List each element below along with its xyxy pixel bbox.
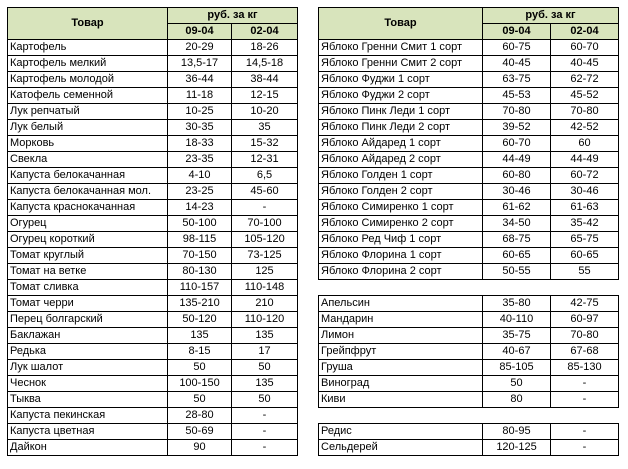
product-cell: Капуста краснокачанная (8, 200, 168, 216)
price-02-04-cell: 6,5 (232, 168, 298, 184)
price-02-04-cell: 30-46 (551, 184, 619, 200)
product-cell: Яблоко Флорина 2 сорт (319, 264, 483, 280)
product-cell: Яблоко Ред Чиф 1 сорт (319, 232, 483, 248)
price-09-04-cell: 10-25 (168, 104, 232, 120)
price-02-04-cell: 12-15 (232, 88, 298, 104)
price-02-04-cell: - (232, 424, 298, 440)
price-02-04-cell: 70-80 (551, 328, 619, 344)
table-row (8, 440, 298, 456)
table-row (8, 264, 298, 280)
price-09-04-cell: 45-53 (483, 88, 551, 104)
product-cell: Виноград (319, 376, 483, 392)
table-row (8, 120, 298, 136)
product-cell: Редис (319, 424, 483, 440)
table-row (319, 56, 619, 72)
product-cell: Свекла (8, 152, 168, 168)
price-02-04-cell: - (551, 440, 619, 456)
product-cell: Яблоко Гренни Смит 1 сорт (319, 40, 483, 56)
price-02-04-cell: - (551, 376, 619, 392)
table-row (319, 312, 619, 328)
table-row (8, 104, 298, 120)
price-09-04-cell: 50-55 (483, 264, 551, 280)
date1-column-header: 09-04 (483, 24, 551, 40)
table-row (8, 216, 298, 232)
product-cell: Капуста белокачанная мол. (8, 184, 168, 200)
price-02-04-cell: 61-63 (551, 200, 619, 216)
table-row (319, 392, 619, 408)
price-09-04-cell: 50-120 (168, 312, 232, 328)
product-cell: Тыква (8, 392, 168, 408)
product-cell: Яблоко Симиренко 1 сорт (319, 200, 483, 216)
price-02-04-cell: 210 (232, 296, 298, 312)
price-02-04-cell: 42-52 (551, 120, 619, 136)
price-09-04-cell: 135 (168, 328, 232, 344)
price-09-04-cell: 120-125 (483, 440, 551, 456)
price-09-04-cell: 35-75 (483, 328, 551, 344)
table-row (319, 216, 619, 232)
product-cell: Лук репчатый (8, 104, 168, 120)
product-cell: Картофель молодой (8, 72, 168, 88)
product-cell: Яблоко Голден 2 сорт (319, 184, 483, 200)
price-09-04-cell: 39-52 (483, 120, 551, 136)
product-cell: Яблоко Пинк Леди 2 сорт (319, 120, 483, 136)
price-09-04-cell: 60-70 (483, 136, 551, 152)
table-row (8, 248, 298, 264)
product-cell: Киви (319, 392, 483, 408)
date2-column-header: 02-04 (551, 24, 619, 40)
price-02-04-cell: 38-44 (232, 72, 298, 88)
price-09-04-cell: 98-115 (168, 232, 232, 248)
product-cell: Томат черри (8, 296, 168, 312)
date2-column-header: 02-04 (232, 24, 298, 40)
product-cell: Яблоко Айдаред 2 сорт (319, 152, 483, 168)
price-09-04-cell: 50 (168, 392, 232, 408)
table-row (319, 72, 619, 88)
price-02-04-cell: 125 (232, 264, 298, 280)
price-02-04-cell: 12-31 (232, 152, 298, 168)
price-09-04-cell: 85-105 (483, 360, 551, 376)
price-09-04-cell: 100-150 (168, 376, 232, 392)
header-row (319, 8, 619, 24)
product-cell: Огурец короткий (8, 232, 168, 248)
unit-column-header: руб. за кг (483, 8, 619, 24)
table-row (8, 152, 298, 168)
table-row (319, 440, 619, 456)
table-row (319, 424, 619, 440)
price-09-04-cell: 8-15 (168, 344, 232, 360)
table-row (8, 56, 298, 72)
table-row (319, 248, 619, 264)
price-02-04-cell: 35-42 (551, 216, 619, 232)
product-cell: Дайкон (8, 440, 168, 456)
product-cell: Яблоко Голден 1 сорт (319, 168, 483, 184)
price-02-04-cell: 110-120 (232, 312, 298, 328)
table-row (8, 296, 298, 312)
table-row (319, 344, 619, 360)
product-cell: Морковь (8, 136, 168, 152)
price-09-04-cell: 44-49 (483, 152, 551, 168)
product-cell: Апельсин (319, 296, 483, 312)
price-09-04-cell: 20-29 (168, 40, 232, 56)
price-09-04-cell: 80-95 (483, 424, 551, 440)
price-02-04-cell: 44-49 (551, 152, 619, 168)
product-cell: Катофель семенной (8, 88, 168, 104)
price-02-04-cell: 40-45 (551, 56, 619, 72)
price-02-04-cell: - (551, 424, 619, 440)
price-09-04-cell: 11-18 (168, 88, 232, 104)
price-02-04-cell: - (232, 200, 298, 216)
price-02-04-cell: - (232, 440, 298, 456)
table-row (319, 296, 619, 312)
product-cell: Капуста белокачанная (8, 168, 168, 184)
price-09-04-cell: 70-80 (483, 104, 551, 120)
product-cell: Редька (8, 344, 168, 360)
table-row (8, 88, 298, 104)
price-09-04-cell: 50-69 (168, 424, 232, 440)
product-cell: Грейпфрут (319, 344, 483, 360)
table-row (8, 312, 298, 328)
product-cell: Томат сливка (8, 280, 168, 296)
price-02-04-cell: 105-120 (232, 232, 298, 248)
price-02-04-cell: 50 (232, 360, 298, 376)
table-row (8, 184, 298, 200)
product-cell: Яблоко Фуджи 2 сорт (319, 88, 483, 104)
price-02-04-cell: 85-130 (551, 360, 619, 376)
product-column-header: Товар (8, 8, 168, 40)
product-cell: Томат на ветке (8, 264, 168, 280)
price-02-04-cell: 65-75 (551, 232, 619, 248)
price-02-04-cell: 50 (232, 392, 298, 408)
product-column-header: Товар (319, 8, 483, 40)
price-02-04-cell: 60 (551, 136, 619, 152)
vegetables-price-table-body (8, 8, 298, 456)
price-02-04-cell: - (551, 392, 619, 408)
vegetables-price-table (7, 7, 298, 456)
table-row (8, 168, 298, 184)
product-cell: Картофель (8, 40, 168, 56)
table-row (319, 88, 619, 104)
product-cell: Яблоко Флорина 1 сорт (319, 248, 483, 264)
price-09-04-cell: 30-35 (168, 120, 232, 136)
price-09-04-cell: 135-210 (168, 296, 232, 312)
table-row (8, 328, 298, 344)
price-09-04-cell: 50-100 (168, 216, 232, 232)
price-02-04-cell: 18-26 (232, 40, 298, 56)
product-cell: Томат круглый (8, 248, 168, 264)
price-09-04-cell: 36-44 (168, 72, 232, 88)
spacer-row (319, 408, 619, 424)
table-row (8, 40, 298, 56)
price-09-04-cell: 35-80 (483, 296, 551, 312)
table-row (319, 200, 619, 216)
price-09-04-cell: 50 (483, 376, 551, 392)
product-cell: Лук белый (8, 120, 168, 136)
price-02-04-cell: 135 (232, 328, 298, 344)
price-09-04-cell: 34-50 (483, 216, 551, 232)
price-09-04-cell: 4-10 (168, 168, 232, 184)
table-row (319, 152, 619, 168)
price-02-04-cell: 60-97 (551, 312, 619, 328)
table-row (8, 344, 298, 360)
product-cell: Яблоко Айдаред 1 сорт (319, 136, 483, 152)
price-09-04-cell: 60-80 (483, 168, 551, 184)
product-cell: Яблоко Пинк Леди 1 сорт (319, 104, 483, 120)
price-09-04-cell: 23-35 (168, 152, 232, 168)
header-row (8, 8, 298, 24)
price-09-04-cell: 40-67 (483, 344, 551, 360)
table-row (8, 72, 298, 88)
fruits-price-table (318, 7, 619, 456)
price-02-04-cell: 62-72 (551, 72, 619, 88)
product-cell: Мандарин (319, 312, 483, 328)
price-09-04-cell: 50 (168, 360, 232, 376)
price-09-04-cell: 80-130 (168, 264, 232, 280)
table-row (8, 360, 298, 376)
table-row (319, 184, 619, 200)
spacer-cell (319, 280, 619, 296)
price-09-04-cell: 90 (168, 440, 232, 456)
table-row (8, 424, 298, 440)
unit-column-header: руб. за кг (168, 8, 298, 24)
table-row (8, 392, 298, 408)
price-02-04-cell: 70-80 (551, 104, 619, 120)
price-09-04-cell: 40-45 (483, 56, 551, 72)
table-row (8, 376, 298, 392)
price-09-04-cell: 28-80 (168, 408, 232, 424)
price-09-04-cell: 60-75 (483, 40, 551, 56)
price-09-04-cell: 70-150 (168, 248, 232, 264)
price-02-04-cell: 60-72 (551, 168, 619, 184)
table-row (319, 120, 619, 136)
price-02-04-cell: 17 (232, 344, 298, 360)
table-row (319, 264, 619, 280)
table-row (8, 136, 298, 152)
table-row (319, 328, 619, 344)
product-cell: Сельдерей (319, 440, 483, 456)
product-cell: Груша (319, 360, 483, 376)
price-09-04-cell: 80 (483, 392, 551, 408)
price-09-04-cell: 110-157 (168, 280, 232, 296)
price-09-04-cell: 14-23 (168, 200, 232, 216)
price-02-04-cell: 14,5-18 (232, 56, 298, 72)
table-row (319, 104, 619, 120)
date1-column-header: 09-04 (168, 24, 232, 40)
product-cell: Баклажан (8, 328, 168, 344)
product-cell: Перец болгарский (8, 312, 168, 328)
product-cell: Капуста цветная (8, 424, 168, 440)
price-02-04-cell: 42-75 (551, 296, 619, 312)
price-02-04-cell: 67-68 (551, 344, 619, 360)
price-02-04-cell: 45-52 (551, 88, 619, 104)
price-09-04-cell: 61-62 (483, 200, 551, 216)
price-09-04-cell: 68-75 (483, 232, 551, 248)
table-row (8, 232, 298, 248)
table-row (319, 360, 619, 376)
table-row (8, 200, 298, 216)
price-02-04-cell: - (232, 408, 298, 424)
price-02-04-cell: 55 (551, 264, 619, 280)
table-row (319, 232, 619, 248)
table-row (319, 136, 619, 152)
product-cell: Яблоко Симиренко 2 сорт (319, 216, 483, 232)
product-cell: Капуста пекинская (8, 408, 168, 424)
price-09-04-cell: 63-75 (483, 72, 551, 88)
product-cell: Яблоко Фуджи 1 сорт (319, 72, 483, 88)
table-row (319, 40, 619, 56)
price-02-04-cell: 73-125 (232, 248, 298, 264)
product-cell: Огурец (8, 216, 168, 232)
product-cell: Лук шалот (8, 360, 168, 376)
price-02-04-cell: 45-60 (232, 184, 298, 200)
spacer-cell (319, 408, 619, 424)
price-09-04-cell: 23-25 (168, 184, 232, 200)
price-02-04-cell: 15-32 (232, 136, 298, 152)
product-cell: Яблоко Гренни Смит 2 сорт (319, 56, 483, 72)
price-02-04-cell: 60-70 (551, 40, 619, 56)
product-cell: Лимон (319, 328, 483, 344)
price-02-04-cell: 60-65 (551, 248, 619, 264)
price-09-04-cell: 40-110 (483, 312, 551, 328)
fruits-price-table-body (319, 8, 619, 456)
table-row (319, 376, 619, 392)
price-02-04-cell: 10-20 (232, 104, 298, 120)
product-cell: Чеснок (8, 376, 168, 392)
spacer-row (319, 280, 619, 296)
price-02-04-cell: 135 (232, 376, 298, 392)
price-09-04-cell: 60-65 (483, 248, 551, 264)
price-09-04-cell: 30-46 (483, 184, 551, 200)
price-02-04-cell: 110-148 (232, 280, 298, 296)
product-cell: Картофель мелкий (8, 56, 168, 72)
table-row (8, 280, 298, 296)
price-02-04-cell: 35 (232, 120, 298, 136)
price-09-04-cell: 13,5-17 (168, 56, 232, 72)
table-row (319, 168, 619, 184)
price-02-04-cell: 70-100 (232, 216, 298, 232)
table-row (8, 408, 298, 424)
price-09-04-cell: 18-33 (168, 136, 232, 152)
